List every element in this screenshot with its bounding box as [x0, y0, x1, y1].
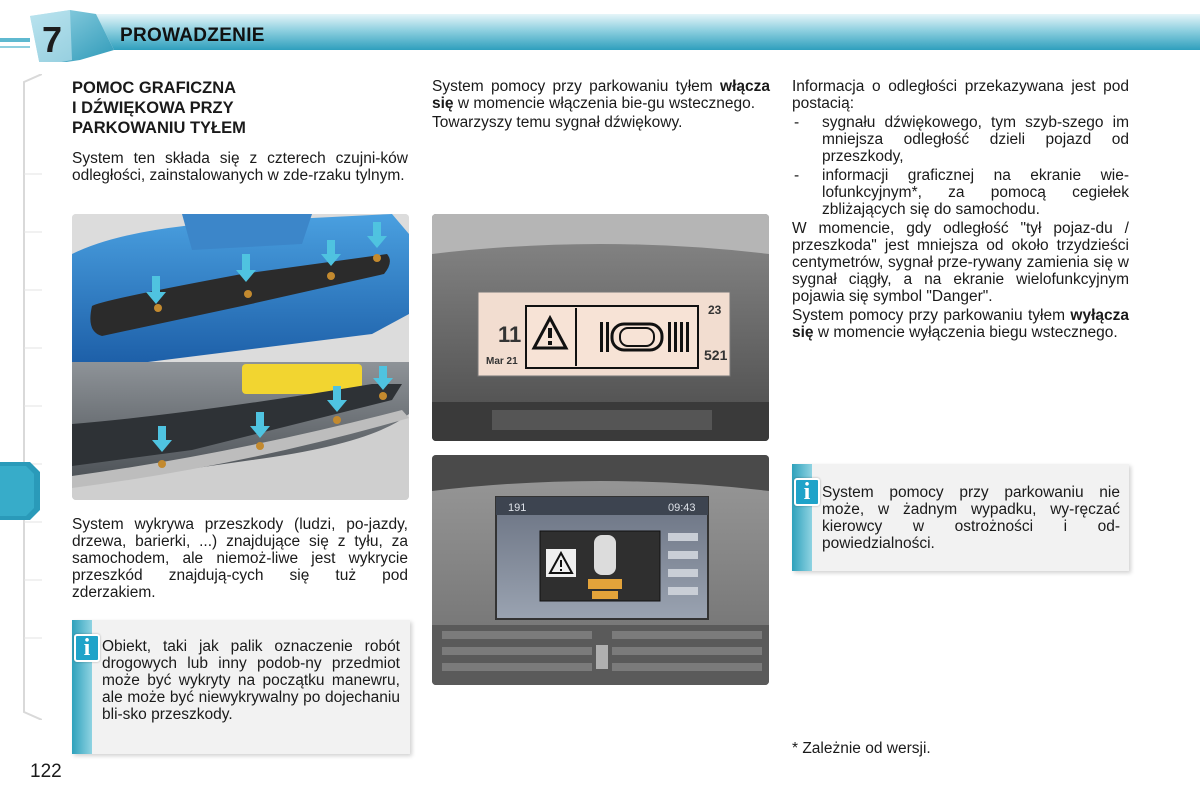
- heading-line: I DŹWIĘKOWA PRZY: [72, 99, 234, 117]
- active-chapter-tab[interactable]: [0, 462, 42, 520]
- deactivation-paragraph: [792, 307, 1129, 341]
- section-heading: [72, 78, 408, 138]
- info-intro-paragraph: Informacja o odległości przekazywana jest pod postacią:: [792, 78, 1129, 112]
- footnote: * Zależnie od wersji.: [792, 740, 931, 757]
- activation-text-start: System pomocy przy parkowaniu tyłem: [432, 78, 713, 95]
- intro-paragraph: System ten składa się z czterech czujni-ków odległości, zainstalowanych w zde-rzaku tylnym.: [72, 150, 408, 184]
- display2-time: 09:43: [668, 502, 696, 514]
- display-left-number: 11: [498, 322, 522, 347]
- page-number: 122: [30, 761, 62, 782]
- activation-text-end: w momencie włączenia bie-gu wstecznego.: [457, 95, 756, 112]
- list-item: - sygnału dźwiękowego, tym szyb-szego im mniejsza odległość dzieli pojazd od przeszkody,: [792, 114, 1129, 165]
- signal-type-list: [792, 114, 1129, 218]
- detection-block: [72, 516, 408, 603]
- display-right-bottom: 521: [704, 347, 728, 363]
- chapter-header: [0, 0, 1200, 62]
- deactivation-bold: wyłącza się: [792, 307, 1129, 341]
- column-right: [792, 78, 1129, 343]
- info-box-responsibility-note: [792, 464, 1129, 571]
- chapter-number: 7: [41, 19, 63, 60]
- chapter-title: PROWADZENIE: [120, 25, 265, 46]
- display-right-top: 23: [708, 303, 722, 317]
- chapter-tab-rail: [16, 74, 42, 720]
- info-box-obstacle-note: [72, 620, 410, 754]
- heading-line: PARKOWANIU TYŁEM: [72, 119, 246, 137]
- info-icon: i: [74, 634, 100, 662]
- activation-bold: włącza się: [432, 78, 770, 112]
- rear-bumper-sensors-illustration: [72, 214, 409, 500]
- deactivation-text-start: System pomocy przy parkowaniu tyłem: [792, 307, 1066, 324]
- info-text: System pomocy przy parkowaniu nie może, w żadnym wypadku, wy-ręczać kierowcy w ostrożności i od-powiedzialności.: [822, 484, 1120, 552]
- monochrome-display-illustration: [432, 214, 769, 441]
- color-display-illustration: [432, 455, 769, 685]
- heading-line: POMOC GRAFICZNA: [72, 79, 237, 97]
- sound-paragraph: Towarzyszy temu sygnał dźwiękowy.: [432, 114, 683, 131]
- deactivation-text-end: w momencie wyłączenia biegu wstecznego.: [817, 324, 1118, 341]
- info-icon: i: [794, 478, 820, 506]
- display-date: Mar 21: [486, 356, 518, 367]
- detection-paragraph: System wykrywa przeszkody (ludzi, po-jazdy, drzewa, barierki, ...) znajdujące się z tyłu, za samochodem, ale niemoż-liwe jest wykrycie przeszkód znajdują-cych się tuż pod zderzakiem.: [72, 516, 408, 601]
- info-text: Obiekt, taki jak palik oznaczenie robót drogowych lub inny podob-ny przedmiot może być wykryty na początku manewru, ale może być niewykrywalny po dojechaniu bli-sko przeszkody.: [102, 638, 400, 723]
- column-left: [72, 78, 408, 186]
- column-middle: [432, 78, 770, 133]
- list-item: - informacji graficznej na ekranie wie-lofunkcyjnym*, za pomocą cegiełek zbliżających się do samochodu.: [792, 167, 1129, 218]
- activation-paragraph: [432, 78, 770, 112]
- danger-paragraph: W momencie, gdy odległość "tył pojaz-du / przeszkoda" jest mniejsza od około trzydzieści centymetrów, sygnał prze-rywany zamienia się w sygnał ciągły, a na ekranie wielofunkcyjnym pojawia się symbol "Danger".: [792, 220, 1129, 305]
- display2-top-left: 191: [508, 502, 527, 514]
